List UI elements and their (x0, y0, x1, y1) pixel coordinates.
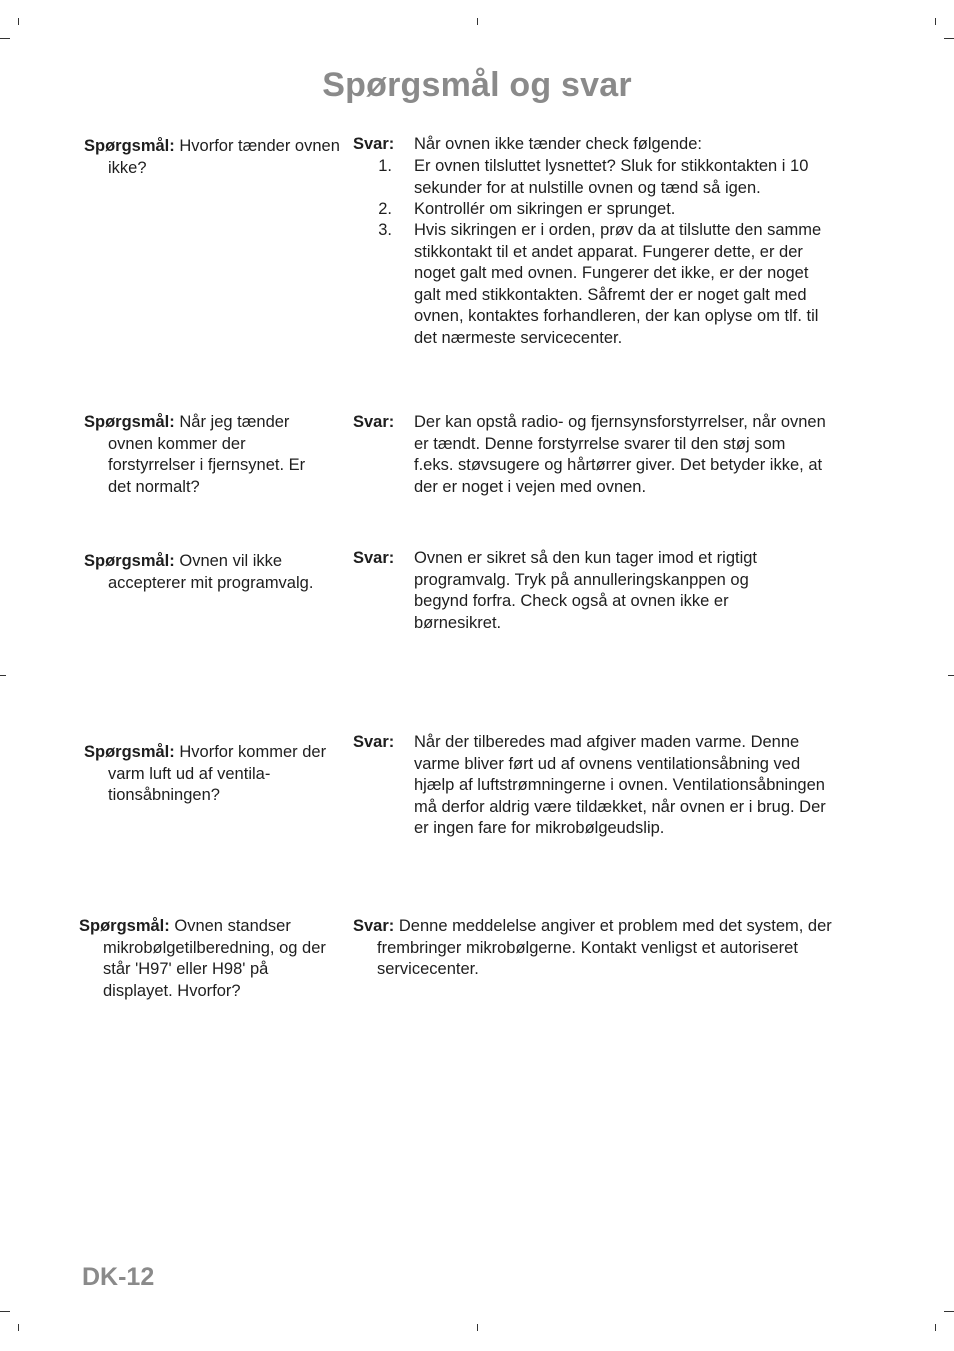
crop-mark (944, 38, 954, 39)
question-text: Hvorfor tænder ovnen ikke? (108, 137, 340, 177)
step-text: Er ovnen tilsluttet lysnettet? Sluk for stikkontakten i 10 sekunder for at nulstille ovnen og tænd så igen. (414, 157, 809, 197)
faq-question-3 (84, 551, 358, 594)
answer-label: Svar: (353, 549, 395, 567)
crop-mark (0, 38, 10, 39)
crop-mark (935, 1324, 936, 1331)
crop-mark (944, 1311, 954, 1312)
crop-mark (0, 1311, 10, 1312)
step-text: Kontrollér om sikringen er sprunget. (414, 200, 676, 218)
question-label: Spørgsmål: (84, 743, 175, 761)
page-title: Spørgsmål og svar (322, 66, 632, 104)
question-label: Spørgsmål: (84, 552, 175, 570)
faq-question-1 (84, 136, 368, 179)
crop-mark (18, 18, 19, 25)
answer-text: Denne meddelelse angiver et problem med det system, der frembringer mikrobølgerne. Kontakt venligst et autoriseret servicecenter. (377, 917, 832, 979)
crop-mark (18, 1324, 19, 1331)
answer-label: Svar: (353, 917, 395, 935)
faq-answer-5 (353, 916, 887, 981)
faq-question-5 (79, 916, 338, 1002)
question-text: Ovnen vil ikke accepterer mit programvalg. (108, 552, 314, 592)
crop-mark (477, 1324, 478, 1331)
crop-mark (0, 675, 6, 676)
answer-label: Svar: (353, 733, 395, 751)
step-number: 3. (378, 221, 392, 239)
answer-intro: Når ovnen ikke tænder check følgende: (414, 135, 702, 153)
crop-mark (948, 675, 954, 676)
faq-question-4 (84, 742, 340, 807)
step-text: Hvis sikringen er i orden, prøv da at tilslutte den samme stikkontakt til et andet apparat. Fungerer dette, er der noget galt med ovnen. Fungerer det ikke, er der noget galt med stikkontakten. Såfremt der er noget galt med ovnen, kontaktes forhandleren, der kan oplyse om tlf. til det nærmeste servicecenter. (414, 221, 822, 347)
faq-answer-2: Der kan opstå radio- og fjernsynsforstyrrelser, når ovnen er tændt. Denne forstyrrelse svarer til den støj som f.eks. støvsugere og hårtørrer giver. Det betyder ikke, at der er noget i vejen med ovnen. (414, 413, 826, 496)
crop-mark (935, 18, 936, 25)
faq-answer-1 (414, 134, 834, 156)
faq-answer-4: Når der tilberedes mad afgiver maden varme. Denne varme bliver ført ud af ovnens ventilationsåbning ved hjælp af luftstrømningerne i ovnen. Ventilationsåbningen må derfor aldrig være tildækket, når ovnen er i brug. Der er ingen fare for mikrobølgeudslip. (414, 733, 826, 838)
answer-label: Svar: (353, 135, 395, 153)
faq-answer-3: Ovnen er sikret så den kun tager imod et rigtigt programvalg. Tryk på annulleringskanppen og begynd forfra. Check også at ovnen ikke er børnesikret. (414, 549, 758, 632)
question-label: Spørgsmål: (84, 413, 175, 431)
faq-question-2 (84, 412, 330, 498)
step-number: 2. (378, 200, 392, 218)
answer-label: Svar: (353, 413, 395, 431)
page-number: DK-12 (82, 1263, 155, 1291)
question-label: Spørgsmål: (84, 137, 175, 155)
question-label: Spørgsmål: (79, 917, 170, 935)
step-number: 1. (378, 157, 392, 175)
question-text: Ovnen standser mikrobølgetilberedning, og der står 'H97' eller H98' på displayet. Hvorfor? (103, 917, 326, 1000)
question-text: Når jeg tænder ovnen kommer der forstyrrelser i fjernsynet. Er det normalt? (108, 413, 306, 496)
question-text: Hvorfor kommer der varm luft ud af ventila-tionsåbningen? (108, 743, 327, 805)
crop-mark (477, 18, 478, 25)
